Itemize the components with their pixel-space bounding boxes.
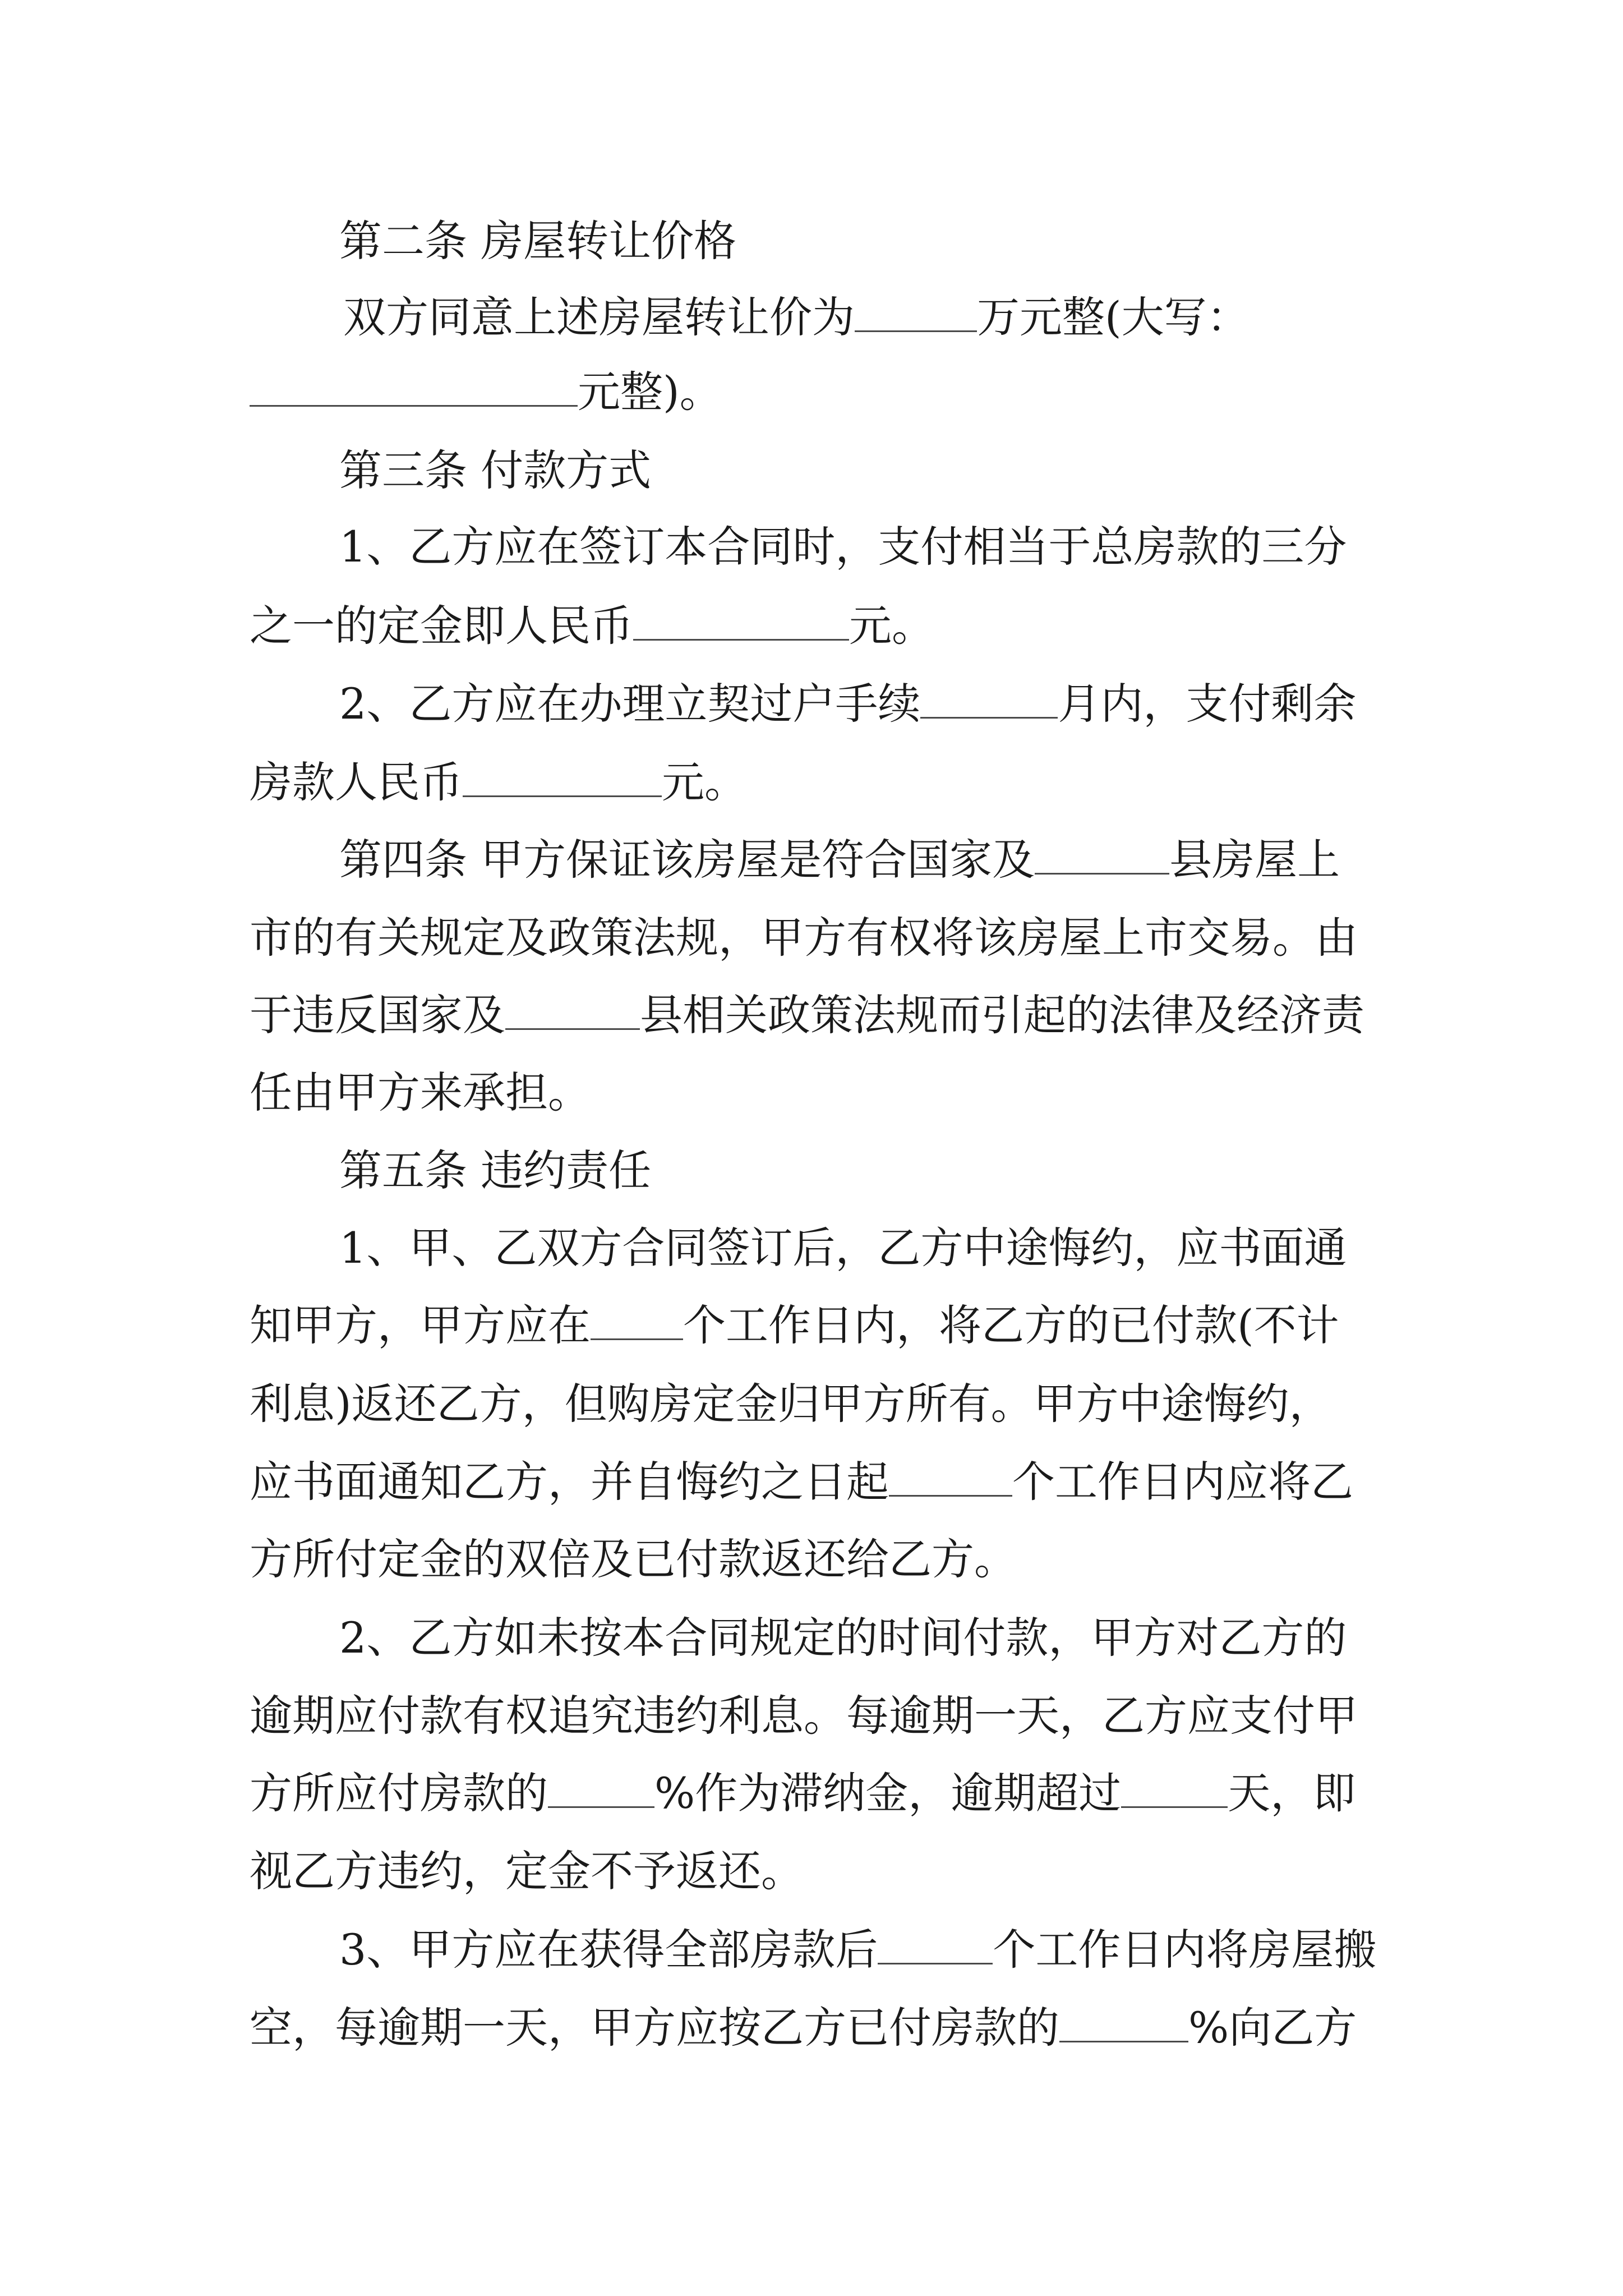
breach-clause-2-line-4 (250, 1841, 804, 1902)
text-segment: 之一的定金即人民币 (250, 601, 633, 651)
text-segment: 第四条 甲方保证该房屋是符合国家及 (339, 835, 1035, 885)
text-segment: 县相关政策法规而引起的法律及经济责 (640, 990, 1364, 1040)
text-segment: 2、乙方如未按本合同规定的时间付款，甲方对乙方的 (339, 1613, 1347, 1663)
fill-blank-overdue-days (1121, 1767, 1228, 1808)
text-segment: 于违反国家及 (250, 990, 505, 1040)
breach-clause-2-line-1 (339, 1607, 1347, 1669)
text-segment: 知甲方，甲方应在 (250, 1300, 591, 1350)
article-5-heading (339, 1140, 651, 1202)
article-4-line-3 (250, 984, 1364, 1046)
text-segment: 双方同意上述房屋转让价为 (343, 292, 855, 342)
text-segment: 月内，支付剩余 (1058, 679, 1357, 729)
text-segment: 第三条 付款方式 (339, 445, 652, 495)
fill-blank-late-fee-percent (548, 1767, 654, 1808)
fill-blank-workdays (878, 1924, 993, 1964)
text-segment: 第二条 房屋转让价格 (339, 216, 737, 266)
text-segment: 个工作日内应将乙 (1012, 1457, 1353, 1507)
breach-clause-1-line-4 (250, 1451, 1353, 1513)
text-segment: 1、甲、乙双方合同签订后，乙方中途悔约，应书面通 (339, 1223, 1347, 1273)
breach-clause-2-line-3 (250, 1763, 1355, 1824)
article-2-heading (339, 210, 736, 272)
text-segment: 个工作日内将房屋搬 (993, 1925, 1377, 1975)
text-segment: 应书面通知乙方，并自悔约之日起 (250, 1457, 889, 1507)
text-segment: 空，每逾期一天，甲方应按乙方已付房款的 (250, 2003, 1059, 2053)
text-segment: 视乙方违约，定金不予返还。 (250, 1846, 804, 1896)
text-segment: 2、乙方应在办理立契过户手续 (339, 679, 921, 729)
article-2-price-line (343, 287, 1249, 348)
payment-clause-2-line-2 (250, 752, 747, 813)
fill-blank-county (505, 989, 640, 1030)
text-segment: 第五条 违约责任 (339, 1145, 652, 1195)
text-segment: 方所应付房款的 (250, 1768, 548, 1818)
text-segment: 市的有关规定及政策法规，甲方有权将该房屋上市交易。由 (250, 913, 1358, 963)
breach-clause-1-line-1 (339, 1217, 1347, 1279)
text-segment: 元。 (662, 757, 747, 807)
article-4-line-4 (250, 1062, 591, 1124)
fill-blank-deposit-amount (633, 600, 849, 641)
breach-clause-2-line-2 (250, 1685, 1358, 1747)
text-segment: 1、乙方应在签订本合同时，支付相当于总房款的三分 (339, 522, 1347, 572)
payment-clause-1-line-2 (250, 595, 934, 657)
text-segment: 利息)返还乙方，但购房定金归甲方所有。甲方中途悔约， (250, 1379, 1332, 1429)
article-4-line-2 (250, 907, 1358, 969)
breach-clause-1-line-3 (250, 1373, 1332, 1435)
fill-blank-remaining-amount (463, 756, 662, 797)
text-segment: %向乙方 (1188, 2003, 1357, 2053)
text-segment: 元。 (849, 601, 934, 651)
article-2-price-uppercase-line (250, 361, 722, 423)
text-segment: 县房屋上 (1169, 835, 1340, 885)
fill-blank-workdays (889, 1456, 1012, 1497)
text-segment: 方所付定金的双倍及已付款返还给乙方。 (250, 1534, 1017, 1584)
text-segment: 天，即 (1228, 1768, 1356, 1818)
text-segment: 元整)。 (578, 367, 722, 417)
fill-blank-price-uppercase (250, 366, 578, 407)
text-segment: 逾期应付款有权追究违约利息。每逾期一天，乙方应支付甲 (250, 1691, 1358, 1741)
text-segment: 房款人民币 (250, 757, 463, 807)
breach-clause-1-line-5 (250, 1529, 1017, 1590)
fill-blank-workdays (591, 1299, 683, 1340)
text-segment: %作为滞纳金，逾期超过 (654, 1768, 1122, 1818)
breach-clause-3-line-2 (250, 1997, 1357, 2059)
fill-blank-months (920, 678, 1058, 719)
fill-blank-penalty-percent (1059, 2001, 1188, 2042)
payment-clause-1-line-1 (339, 516, 1347, 578)
text-segment: 3、甲方应在获得全部房款后 (339, 1925, 878, 1975)
text-segment: 任由甲方来承担。 (250, 1068, 591, 1117)
article-3-heading (339, 440, 651, 501)
fill-blank-price (855, 291, 977, 332)
payment-clause-2-line-1 (339, 673, 1356, 735)
breach-clause-1-line-2 (250, 1295, 1339, 1356)
breach-clause-3-line-1 (339, 1919, 1376, 1981)
fill-blank-county (1035, 834, 1169, 875)
article-4-line-1 (339, 829, 1340, 891)
text-segment: 万元整(大写： (977, 292, 1249, 342)
text-segment: 个工作日内，将乙方的已付款(不计 (683, 1300, 1339, 1350)
